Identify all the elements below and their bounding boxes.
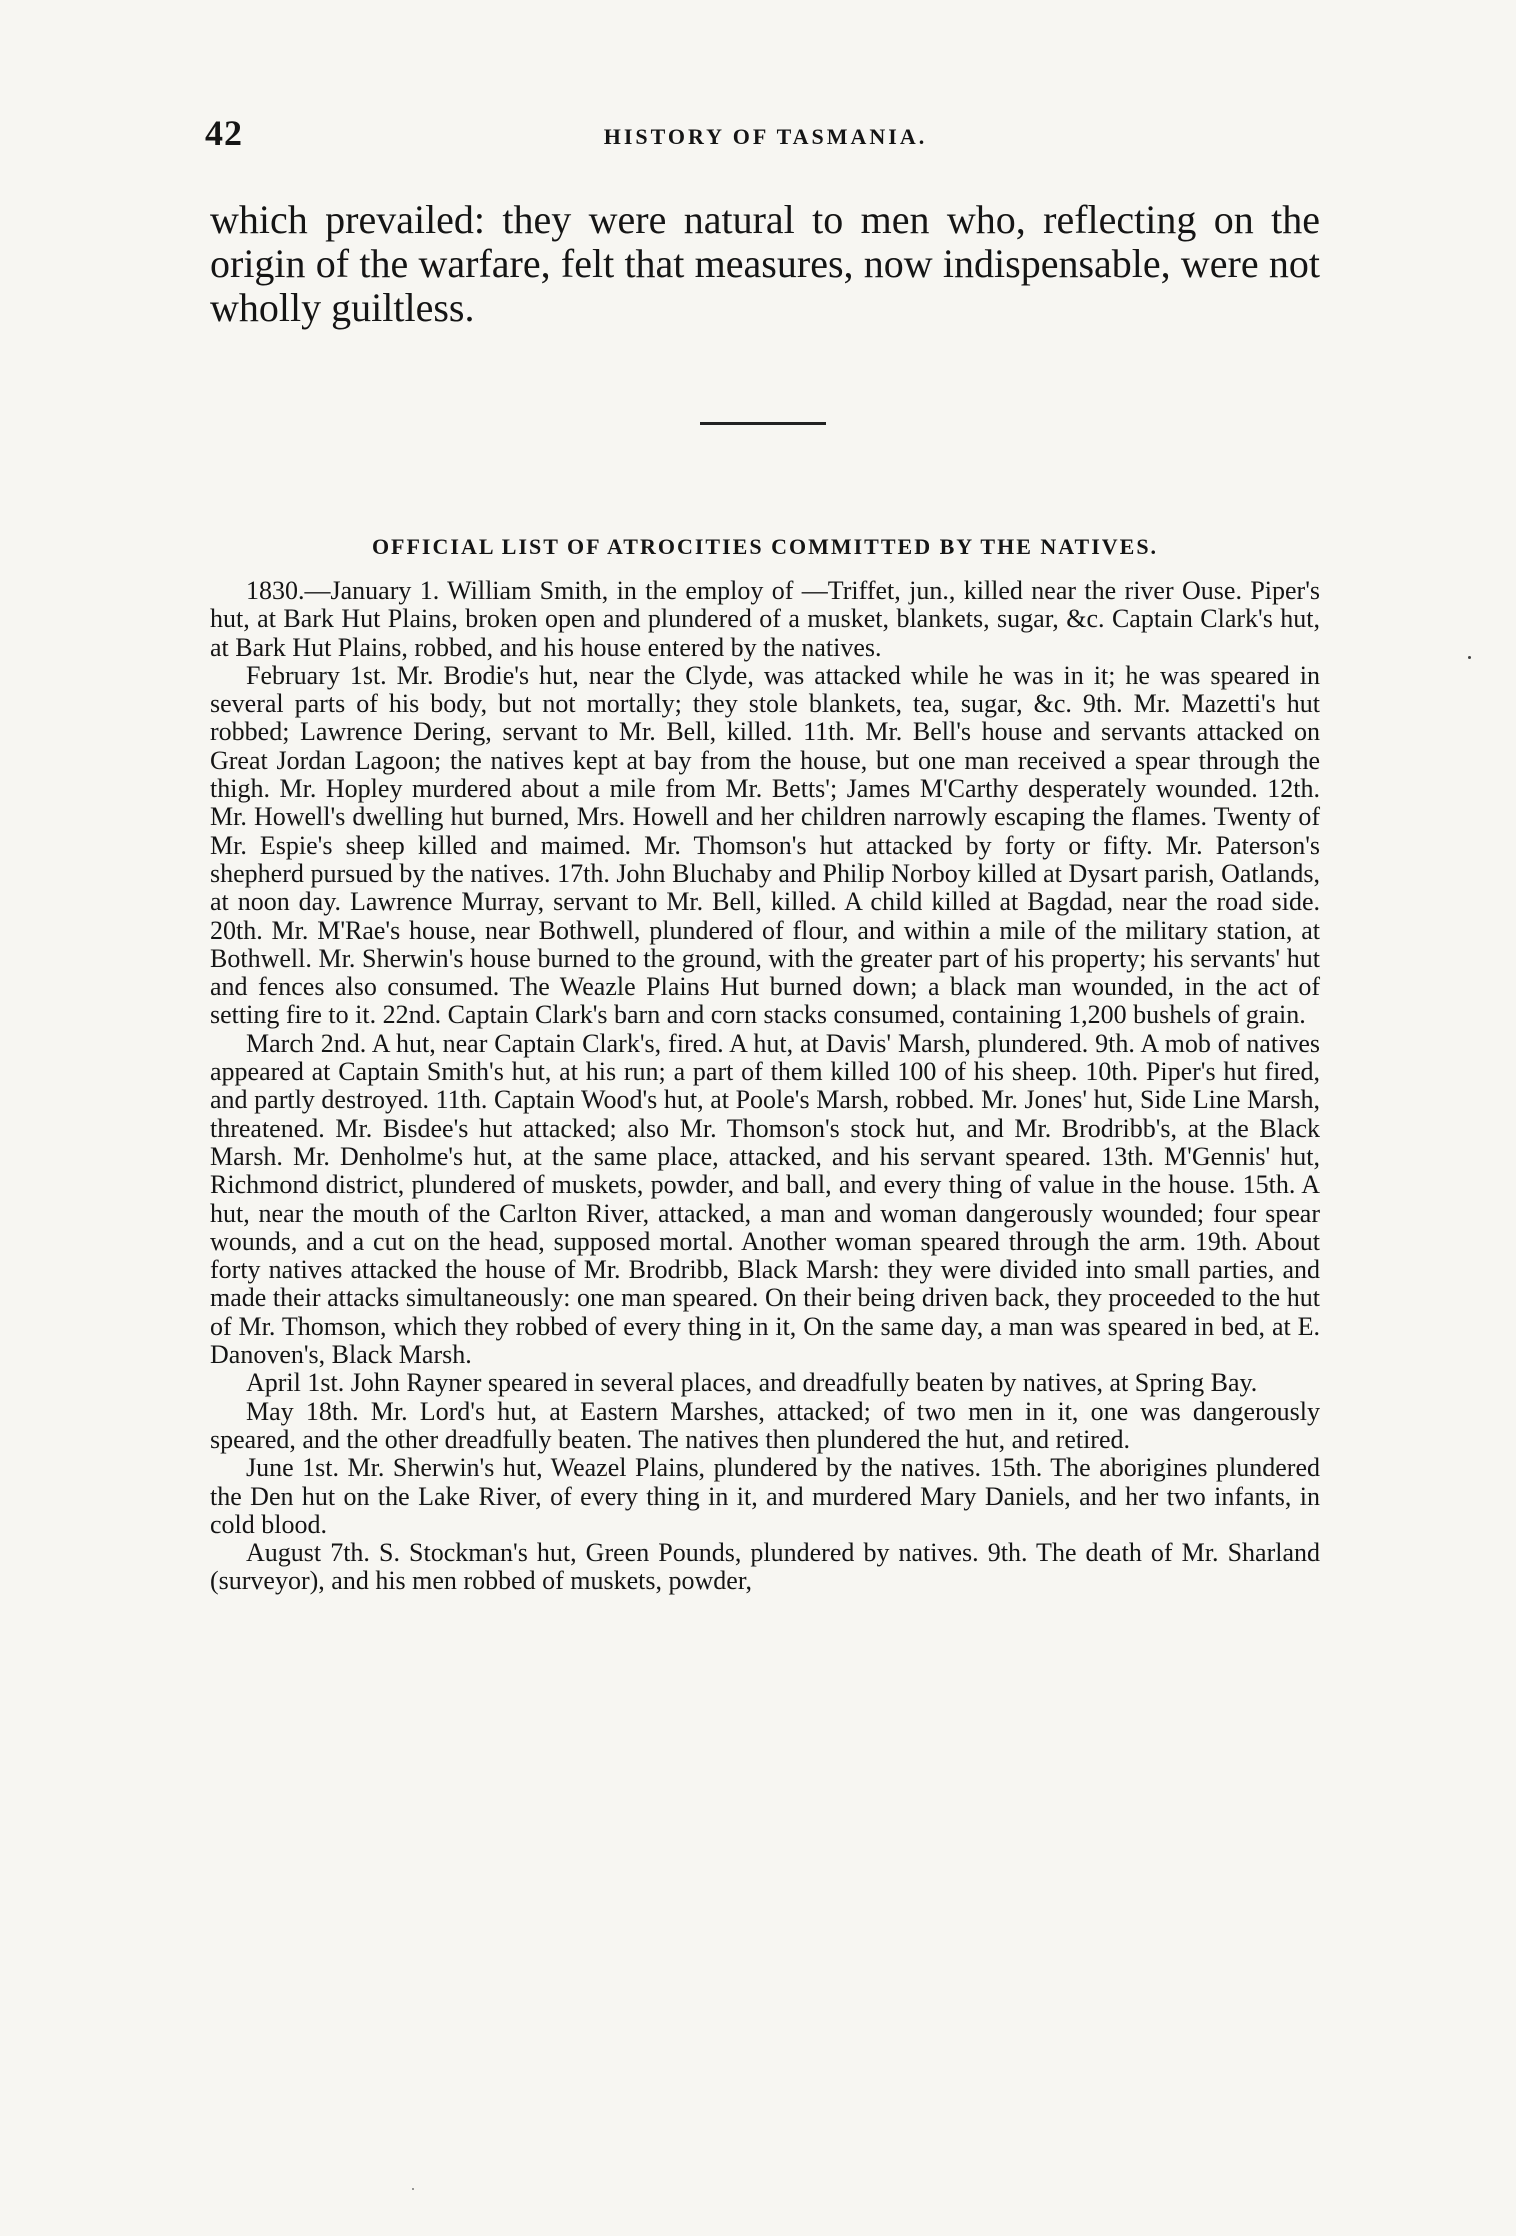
entry-august: August 7th. S. Stockman's hut, Green Pounds, plundered by natives. 9th. The death of Mr. Sharland (surveyor), and his men robbed of muskets, powder, <box>210 1538 1320 1596</box>
entry-march: March 2nd. A hut, near Captain Clark's, fired. A hut, at Davis' Marsh, plundered. 9th. A mob of natives appeared at Captain Smith's hut, at his run; a part of them killed 100 of his sheep. 10th. Piper's hut fired, and partly destroyed. 11th. Captain Wood's hut, at Poole's Marsh, robbed. Mr. Jones' hut, Side Line Marsh, threatened. Mr. Bisdee's hut attacked; also Mr. Thomson's stock hut, and Mr. Brodribb's, at the Black Marsh. Mr. Denholme's hut, at the same place, attacked, and his servant speared. 13th. M'Gennis' hut, Richmond district, plundered of muskets, powder, and ball, and every thing of value in the house. 15th. A hut, near the mouth of the Carlton River, attacked, a man and woman dangerously wounded; four spear wounds, and a cut on the head, supposed mortal. Another woman speared through the arm. 19th. About forty natives attacked the house of Mr. Brodribb, Black Marsh: they were divided into small parties, and made their attacks simultaneously: one man speared. On their being driven back, they proceeded to the hut of Mr. Thomson, which they robbed of every thing in it, On the same day, a man was speared in bed, at E. Danoven's, Black Marsh. <box>210 1028 1320 1370</box>
print-speck <box>412 2188 414 2190</box>
page-number: 42 <box>205 113 243 153</box>
list-title: OFFICIAL LIST OF ATROCITIES COMMITTED BY THE NATIVES. <box>371 534 1159 559</box>
entry-january: 1830.—January 1. William Smith, in the employ of —Triffet, jun., killed near the river Ouse. Piper's hut, at Bark Hut Plains, broken open and plundered of a musket, blankets, sugar, &c. Captain Clark's hut, at Bark Hut Plains, robbed, and his house entered by the natives. <box>210 576 1320 662</box>
intro-text: which prevailed: they were natural to men who, reflecting on the origin of the warfare, felt that measures, now indispensable, were not wholly guiltless. <box>210 197 1320 330</box>
section-divider <box>700 422 826 425</box>
entry-april: April 1st. John Rayner speared in several places, and dreadfully beaten by natives, at Spring Bay. <box>246 1368 1258 1398</box>
entry-february: February 1st. Mr. Brodie's hut, near the Clyde, was attacked while he was in it; he was speared in several parts of his body, but not mortally; they stole blankets, tea, sugar, &c. 9th. Mr. Mazetti's hut robbed; Lawrence Dering, servant to Mr. Bell, killed. 11th. Mr. Bell's house and servants attacked on Great Jordan Lagoon; the natives kept at bay from the house, but one man received a spear through the thigh. Mr. Hopley murdered about a mile from Mr. Betts'; James M'Carthy desperately wounded. 12th. Mr. Howell's dwelling hut burned, Mrs. Howell and her children narrowly escaping the flames. Twenty of Mr. Espie's sheep killed and maimed. Mr. Thomson's hut attacked by forty or fifty. Mr. Paterson's shepherd pursued by the natives. 17th. John Bluchaby and Philip Norboy killed at Dysart parish, Oatlands, at noon day. Lawrence Murray, servant to Mr. Bell, killed. A child killed at Bagdad, near the road side. 20th. Mr. M'Rae's house, near Bothwell, plundered of flour, and within a mile of the military station, at Bothwell. Mr. Sherwin's house burned to the ground, with the greater part of his property; his servants' hut and fences also consumed. The Weazle Plains Hut burned down; a black man wounded, in the act of setting fire to it. 22nd. Captain Clark's barn and corn stacks consumed, containing 1,200 bushels of grain. <box>210 660 1320 1030</box>
entry-may: May 18th. Mr. Lord's hut, at Eastern Marshes, attacked; of two men in it, one was dangerously speared, and the other dreadfully beaten. The natives then plundered the hut, and retired. <box>210 1396 1320 1454</box>
entry-june: June 1st. Mr. Sherwin's hut, Weazel Plains, plundered by the natives. 15th. The aborigines plundered the Den hut on the Lake River, of every thing in it, and murdered Mary Daniels, and her two infants, in cold blood. <box>210 1453 1320 1539</box>
page-header <box>205 112 1326 162</box>
print-speck <box>1468 656 1471 659</box>
intro-paragraph <box>210 198 1320 330</box>
running-title: HISTORY OF TASMANIA. <box>603 124 928 149</box>
atrocities-list <box>210 577 1320 1596</box>
